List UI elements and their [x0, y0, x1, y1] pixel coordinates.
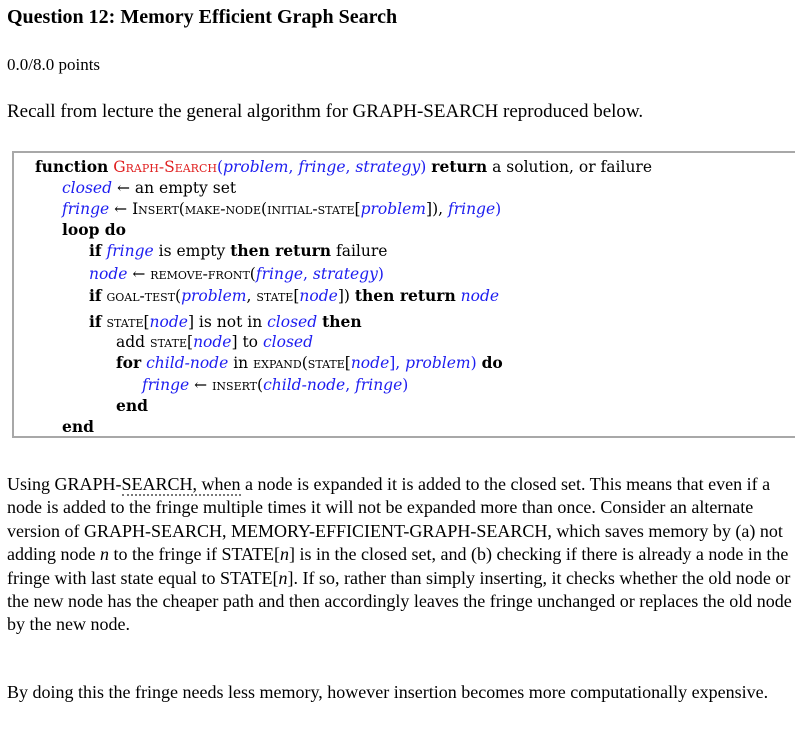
memory-tradeoff-paragraph: By doing this the fringe needs less memory, however insertion becomes more computationally expensive.: [7, 682, 769, 702]
algo-line-goal-test: if goal-test(problem, state[node]) then return node: [89, 286, 500, 305]
algo-line-function: function Graph-Search(problem, fringe, strategy) return a solution, or failure: [35, 157, 653, 176]
intro-text: Recall from lecture the general algorithm for GRAPH-SEARCH reproduced below.: [7, 101, 644, 122]
algo-line-end-inner: end: [116, 396, 148, 415]
question-title: Question 12: Memory Efficient Graph Search: [7, 6, 398, 28]
algo-line-if-empty: if fringe is empty then return failure: [89, 241, 388, 260]
algo-line-add-closed: add state[node] to closed: [116, 333, 313, 351]
glossary-link[interactable]: SEARCH, when: [121, 474, 241, 494]
algorithm-box: [12, 151, 795, 438]
algo-line-for-expand: for child-node in expand(state[node], problem) do: [116, 353, 503, 372]
algo-line-loop: loop do: [62, 220, 126, 239]
explanation-paragraph: Using GRAPH-SEARCH, when a node is expanded it is added to the closed set. This means that even if a node is added to the fringe multiple times it will not be expanded more than once. Consider an alternate version of GRAPH-SEARCH, MEMORY-EFFICIENT-GRAPH-SEARCH, which saves memory by (a) not adding node n to the fringe if STATE[n] is in the closed set, and (b) checking if there is already a node in the fringe with last state equal to STATE[n]. If so, rather than simply inserting, it checks whether the old node or the new node has the cheaper path and then accordingly leaves the fringe unchanged or replaces the old node by the new node.: [7, 474, 792, 635]
points-score: 0.0/8.0 points: [7, 55, 101, 74]
algo-line-remove-front: node ← remove-front(fringe, strategy): [89, 265, 384, 283]
algo-line-end-outer: end: [62, 417, 94, 436]
algo-line-if-closed: if state[node] is not in closed then: [89, 312, 362, 331]
algo-line-insert-child: fringe ← insert(child-node, fringe): [142, 376, 409, 394]
algo-line-fringe-init: fringe ← Insert(make-node(initial-state[problem]), fringe): [62, 200, 502, 218]
algo-line-closed: closed ← an empty set: [62, 179, 237, 197]
